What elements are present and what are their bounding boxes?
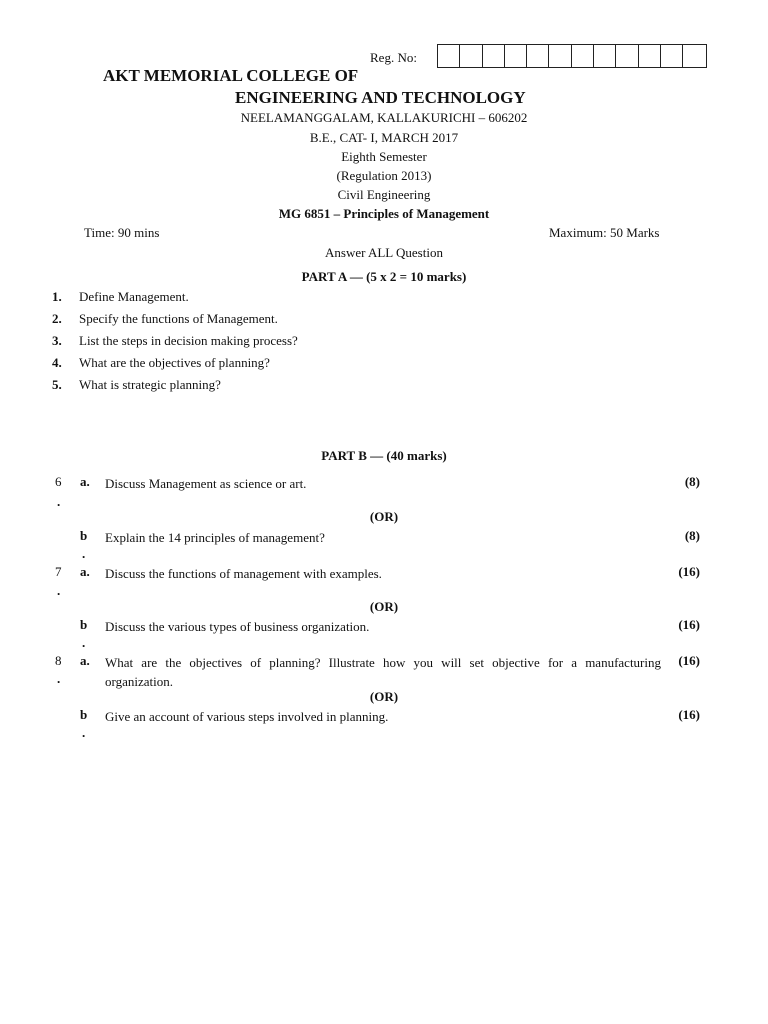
- reg-no-box[interactable]: [483, 45, 505, 67]
- department: Civil Engineering: [337, 187, 431, 202]
- reg-no-label: Reg. No:: [370, 50, 417, 65]
- question-text: What are the objectives of planning?: [79, 355, 270, 370]
- question-text: Specify the functions of Management.: [79, 311, 278, 326]
- subquestion-text: Give an account of various steps involved in planning.: [105, 709, 389, 724]
- reg-no-box[interactable]: [639, 45, 661, 67]
- part-a-question: [52, 289, 189, 305]
- exam-duration: Time: 90 mins: [84, 225, 160, 240]
- question-number: 7: [55, 564, 62, 579]
- question-number: 1.: [52, 289, 62, 304]
- regulation: (Regulation 2013): [336, 168, 432, 183]
- exam-title: B.E., CAT- I, MARCH 2017: [309, 130, 459, 145]
- subquestion-text: Discuss Management as science or art.: [105, 476, 307, 491]
- reg-no-box[interactable]: [549, 45, 571, 67]
- subquestion-marks: (16): [678, 617, 700, 632]
- question-number: 8: [55, 653, 62, 668]
- question-text: List the steps in decision making process?: [79, 333, 298, 348]
- max-marks: Maximum: 50 Marks: [549, 225, 660, 240]
- semester: Eighth Semester: [341, 149, 427, 164]
- question-number: 5.: [52, 377, 62, 392]
- reg-no-box[interactable]: [572, 45, 594, 67]
- question-number: 3.: [52, 333, 62, 348]
- instruction: Answer ALL Question: [325, 245, 443, 260]
- reg-no-box[interactable]: [460, 45, 482, 67]
- or-separator: (OR): [369, 689, 399, 704]
- subquestion-label: a.: [80, 564, 90, 579]
- subquestion-marks: (16): [678, 653, 700, 668]
- subquestion-marks: (8): [684, 474, 700, 489]
- college-name-line2: ENGINEERING AND TECHNOLOGY: [235, 88, 526, 107]
- subquestion-marks: (8): [684, 528, 700, 543]
- subquestion-text: Discuss the various types of business organization.: [105, 619, 370, 634]
- subquestion-label: b: [80, 528, 88, 543]
- or-separator: (OR): [369, 509, 399, 524]
- question-number: 6: [55, 474, 62, 489]
- part-a-question: [52, 377, 221, 393]
- reg-no-box[interactable]: [438, 45, 460, 67]
- subquestion-text: Explain the 14 principles of management?: [105, 530, 325, 545]
- subquestion-text: Discuss the functions of management with examples.: [105, 566, 382, 581]
- part-a-question: [52, 355, 270, 371]
- question-number: 2.: [52, 311, 62, 326]
- college-name-line1: AKT MEMORIAL COLLEGE OF: [103, 66, 359, 85]
- subquestion-label: a.: [80, 474, 90, 489]
- subject-title: MG 6851 – Principles of Management: [278, 206, 490, 221]
- question-number-dot: .: [57, 494, 61, 509]
- question-number-dot: .: [57, 583, 61, 598]
- college-address: NEELAMANGGALAM, KALLAKURICHI – 606202: [240, 110, 528, 125]
- question-number-dot: .: [57, 671, 61, 686]
- reg-no-box[interactable]: [616, 45, 638, 67]
- part-a-title: PART A — (5 x 2 = 10 marks): [301, 269, 467, 284]
- question-number: 4.: [52, 355, 62, 370]
- reg-no-box[interactable]: [527, 45, 549, 67]
- subquestion-label: b: [80, 707, 88, 722]
- part-a-question: [52, 311, 278, 327]
- reg-no-box[interactable]: [683, 45, 705, 67]
- subquestion-label-dot: .: [82, 546, 86, 561]
- subquestion-marks: (16): [678, 564, 700, 579]
- subquestion-text: What are the objectives of planning? Illustrate how you will set objective for a manufacturing organization.: [105, 655, 661, 689]
- question-text: What is strategic planning?: [79, 377, 221, 392]
- question-text: Define Management.: [79, 289, 189, 304]
- reg-no-box[interactable]: [661, 45, 683, 67]
- part-b-title: PART B — (40 marks): [321, 448, 447, 463]
- reg-no-boxes: [437, 44, 707, 68]
- subquestion-label: a.: [80, 653, 90, 668]
- part-a-question: [52, 333, 298, 349]
- subquestion-label-dot: .: [82, 725, 86, 740]
- subquestion-marks: (16): [678, 707, 700, 722]
- reg-no-box[interactable]: [594, 45, 616, 67]
- subquestion-label: b: [80, 617, 88, 632]
- subquestion-label-dot: .: [82, 635, 86, 650]
- reg-no-box[interactable]: [505, 45, 527, 67]
- or-separator: (OR): [369, 599, 399, 614]
